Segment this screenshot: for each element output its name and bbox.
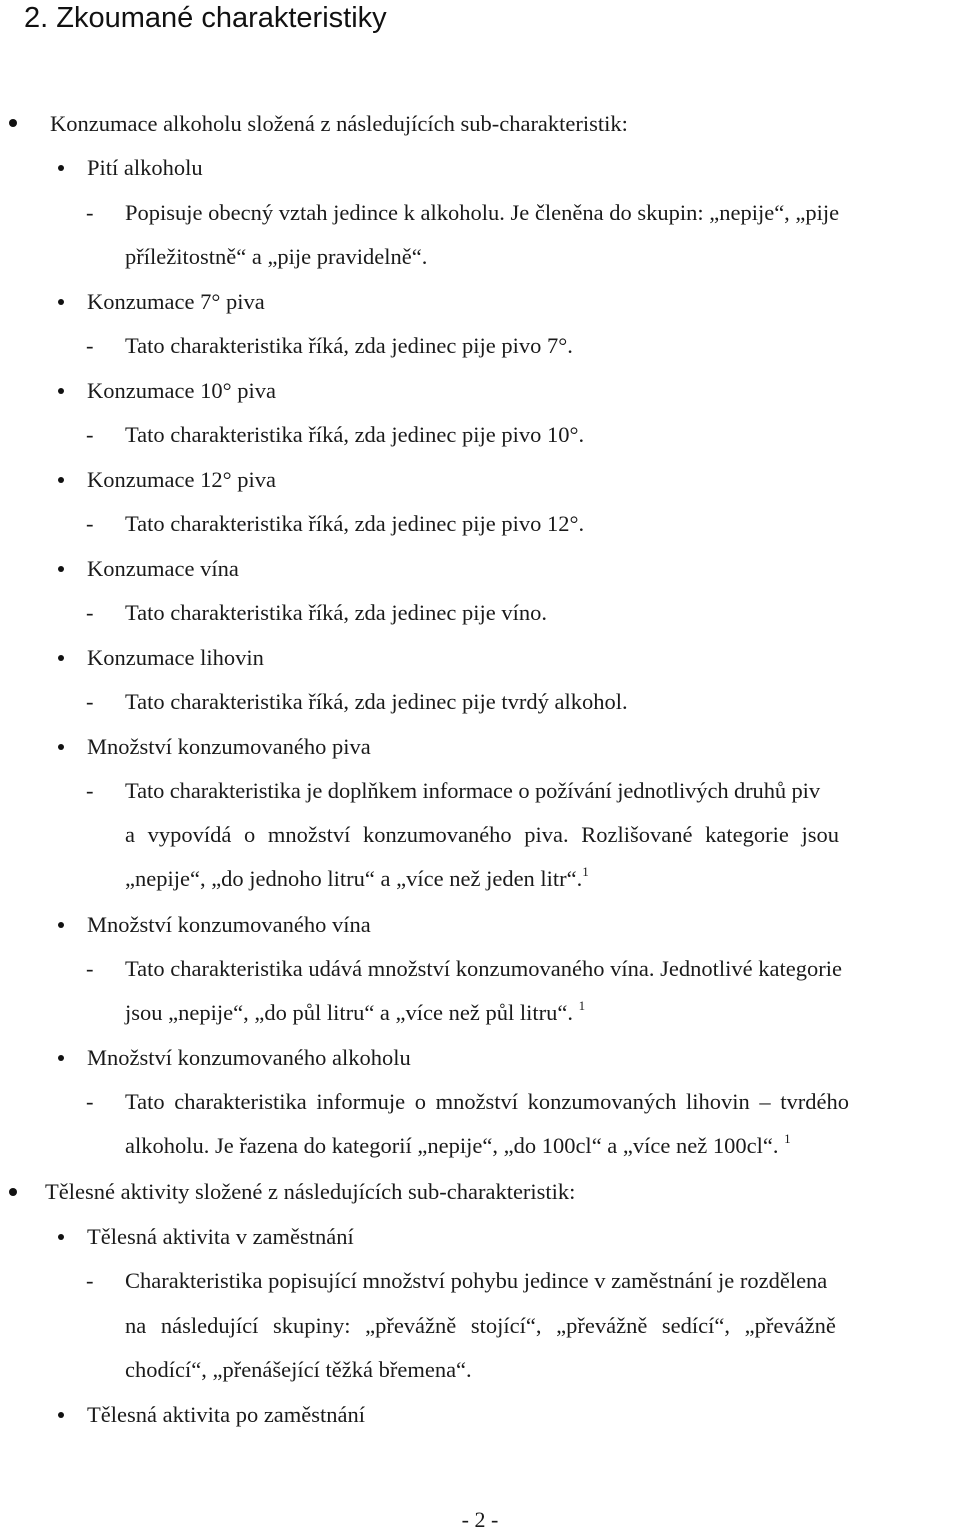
item-description-with-note [125, 864, 589, 891]
item-description: jsou „nepije“, „do půl litru“ a „více než půl litru“. [125, 1000, 573, 1025]
dash-marker: - [86, 600, 94, 625]
dash-marker: - [86, 422, 94, 447]
item-title: Množství konzumovaného vína [87, 912, 371, 937]
dash-marker: - [86, 1268, 94, 1293]
bullet-icon [9, 1188, 17, 1196]
bullet-icon [58, 1234, 64, 1240]
item-title: Množství konzumovaného alkoholu [87, 1045, 411, 1070]
dash-marker: - [86, 1089, 94, 1114]
item-description: Tato charakteristika informuje o množství konzumovaných lihovin – tvrdého [125, 1089, 850, 1114]
item-description-with-note [125, 1131, 791, 1158]
dash-marker: - [86, 511, 94, 536]
item-description: Tato charakteristika říká, zda jedinec pije víno. [125, 600, 547, 625]
item-title: Konzumace 7° piva [87, 289, 265, 314]
item-title: Tělesná aktivita po zaměstnání [87, 1402, 366, 1427]
bullet-icon [9, 119, 17, 127]
bullet-icon [58, 165, 64, 171]
dash-marker: - [86, 778, 94, 803]
item-description: Tato charakteristika udává množství konzumovaného vína. Jednotlivé kategorie [125, 956, 842, 981]
item-description: Charakteristika popisující množství pohybu jedince v zaměstnání je rozdělena [125, 1268, 828, 1293]
bullet-icon [58, 477, 64, 483]
item-title: Konzumace 10° piva [87, 378, 276, 403]
item-description: příležitostně“ a „pije pravidelně“. [125, 244, 428, 269]
item-title: Konzumace vína [87, 556, 239, 581]
bullet-icon [58, 655, 64, 661]
bullet-icon [58, 1412, 64, 1418]
item-description: Tato charakteristika říká, zda jedinec pije tvrdý alkohol. [125, 689, 628, 714]
footnote-ref: 1 [784, 1131, 791, 1146]
bullet-icon [58, 922, 64, 928]
item-description-with-note [125, 998, 586, 1025]
section-label: Konzumace alkoholu složená z následujících sub-charakteristik: [50, 111, 628, 136]
dash-marker: - [86, 333, 94, 358]
item-title: Konzumace lihovin [87, 645, 264, 670]
section-heading: 2. Zkoumané charakteristiky [24, 2, 387, 34]
bullet-icon [58, 1055, 64, 1061]
section-label: Tělesné aktivity složené z následujících sub-charakteristik: [45, 1179, 576, 1204]
item-description: na následující skupiny: „převážně stojící“, „převážně sedící“, „převážně [125, 1313, 836, 1338]
item-title: Pití alkoholu [87, 155, 203, 180]
item-title: Konzumace 12° piva [87, 467, 276, 492]
bullet-icon [58, 566, 64, 572]
item-title: Tělesná aktivita v zaměstnání [87, 1224, 354, 1249]
footnote-ref: 1 [582, 864, 589, 879]
item-description: alkoholu. Je řazena do kategorií „nepije“, „do 100cl“ a „více než 100cl“. [125, 1133, 779, 1158]
item-description: a vypovídá o množství konzumovaného piva. Rozlišované kategorie jsou [125, 822, 839, 847]
item-description: Popisuje obecný vztah jedince k alkoholu. Je členěna do skupin: „nepije“, „pije [125, 200, 840, 225]
bullet-icon [58, 299, 64, 305]
bullet-icon [58, 388, 64, 394]
item-description: Tato charakteristika říká, zda jedinec pije pivo 12°. [125, 511, 585, 536]
item-description: „nepije“, „do jednoho litru“ a „více než jeden litr“. [125, 866, 583, 891]
footnote-ref: 1 [578, 998, 586, 1013]
dash-marker: - [86, 689, 94, 714]
page-number: - 2 - [461, 1507, 499, 1532]
item-title: Množství konzumovaného piva [87, 734, 371, 759]
dash-marker: - [86, 956, 94, 981]
item-description: Tato charakteristika říká, zda jedinec pije pivo 7°. [125, 333, 573, 358]
dash-marker: - [86, 200, 94, 225]
item-description: chodící“, „přenášející těžká břemena“. [125, 1357, 472, 1382]
bullet-icon [58, 744, 64, 750]
item-description: Tato charakteristika říká, zda jedinec pije pivo 10°. [125, 422, 585, 447]
item-description: Tato charakteristika je doplňkem informace o požívání jednotlivých druhů piv [125, 778, 820, 803]
